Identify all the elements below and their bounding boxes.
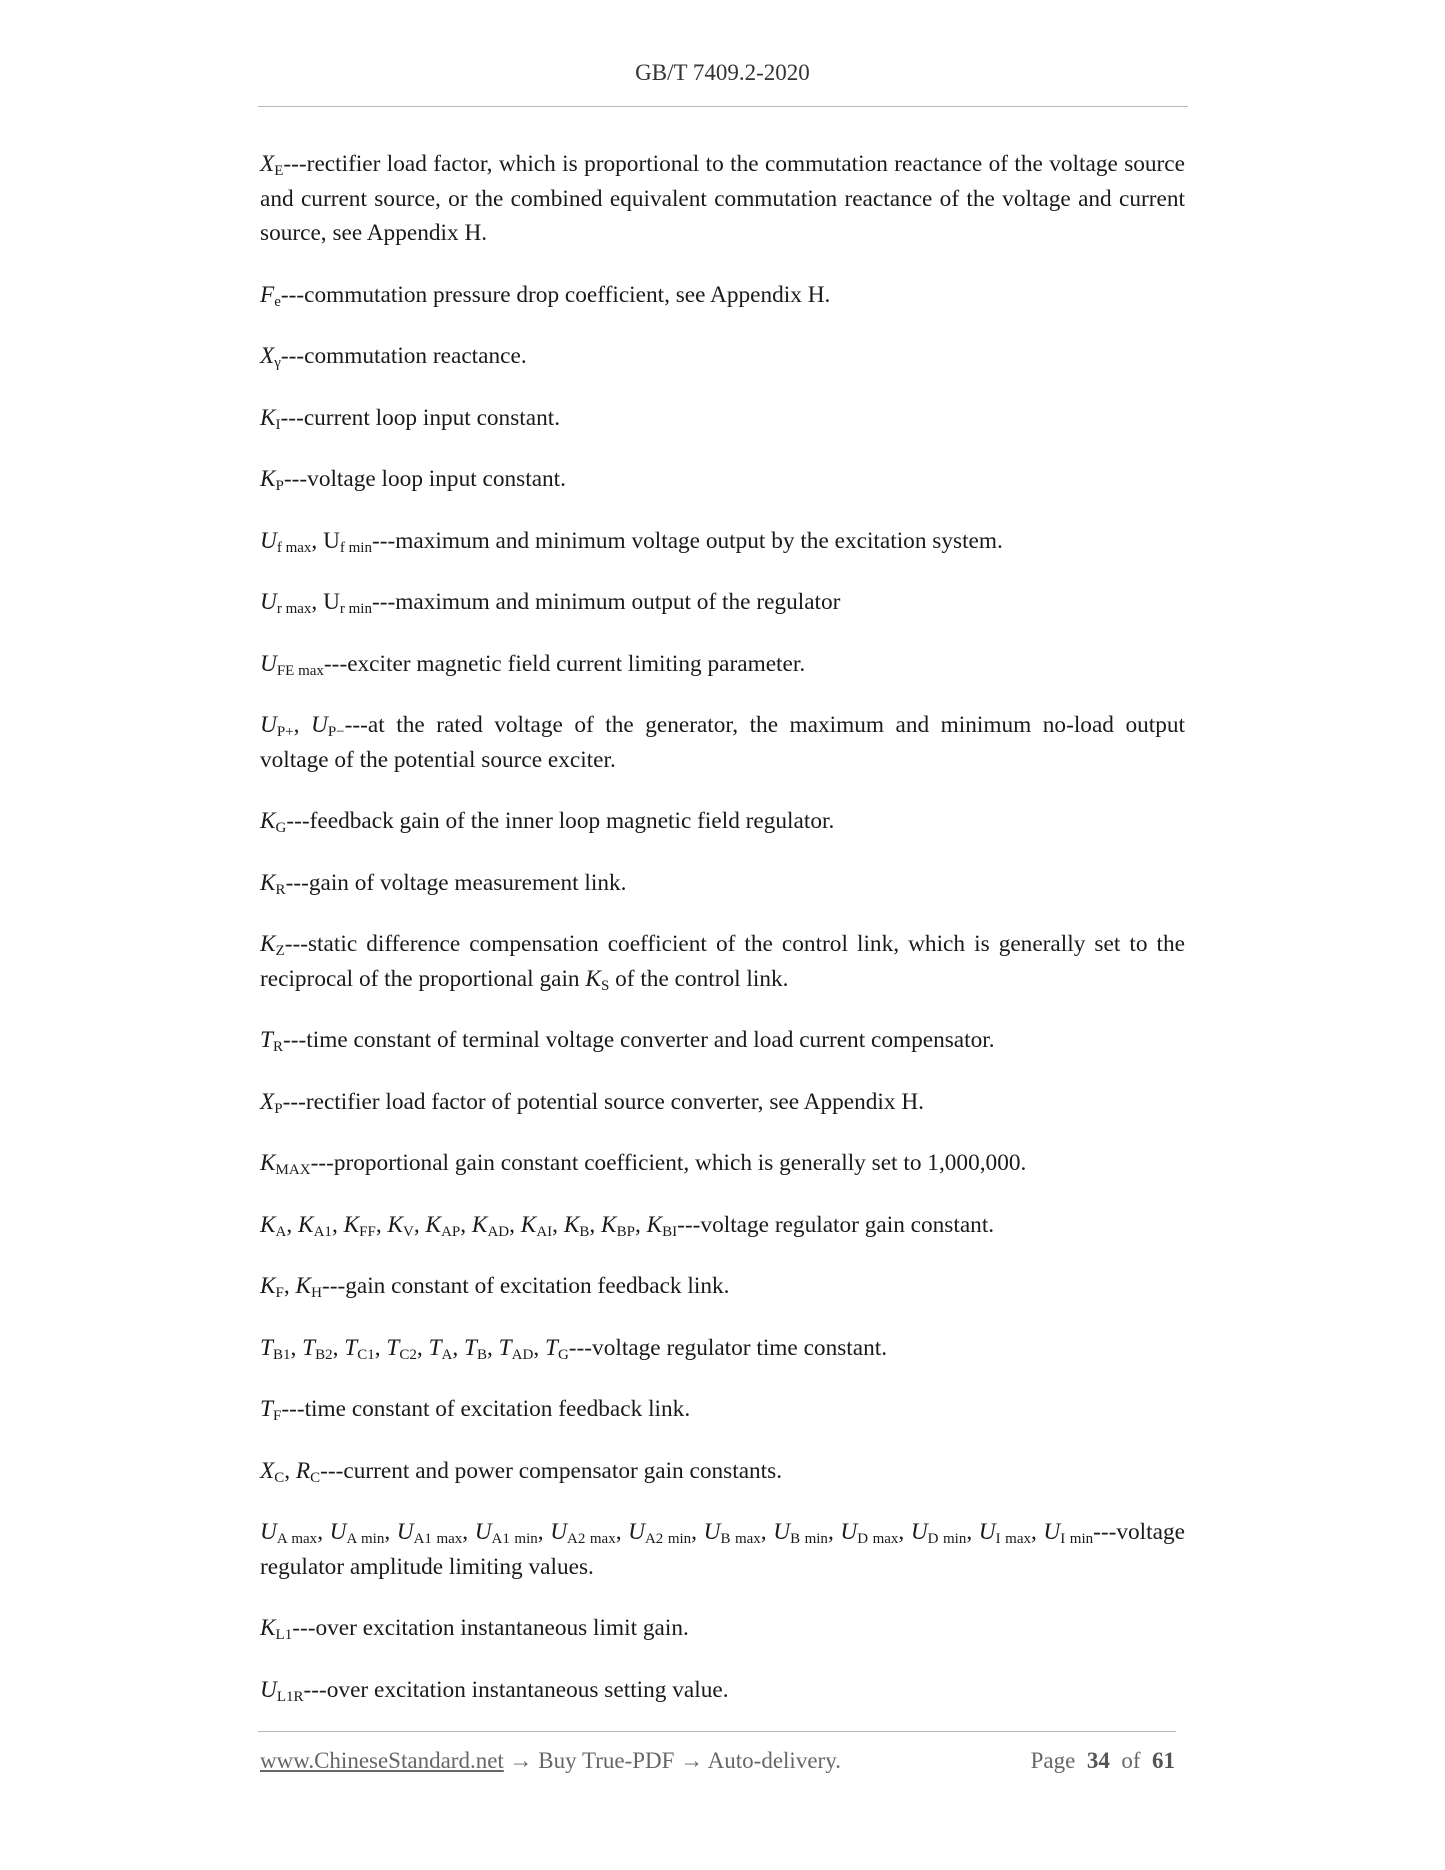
definition-item: [260, 804, 1185, 839]
symbol-base: X: [260, 1088, 275, 1115]
symbol-base: U: [703, 1519, 721, 1545]
symbol-subscript: AP: [441, 1223, 461, 1240]
symbol: [260, 151, 283, 177]
definition-text: ---time constant of excitation feedback link.: [281, 1396, 691, 1422]
symbol-base: X: [260, 1457, 275, 1484]
definition-item: $U_{r max}$, $U_{r min}--$-maximum and minimum output of the regulator: [260, 589, 841, 617]
definition-text: ---gain constant of excitation feedback link.: [321, 1273, 730, 1299]
definition-text: ---voltage regulator gain constant.: [677, 1211, 995, 1238]
definition-item: [260, 1611, 1185, 1646]
symbol: [260, 1089, 283, 1115]
symbol: [296, 1458, 320, 1484]
symbol-base: K: [646, 1211, 663, 1238]
definition-item: $T_{B1}$, $T_{B2}$, $T_{C1}$, $T_{C2}$, $T_A$, $T_B$, $T_{AD}$, $T_G--$-voltage regulator time constant.: [260, 1334, 888, 1363]
symbol-base: U: [260, 1519, 277, 1545]
symbol-base: K: [260, 1273, 276, 1299]
definition-item: [260, 1023, 1185, 1058]
symbol-subscript: P: [275, 478, 284, 494]
symbol-subscript: BI: [662, 1223, 678, 1240]
definition-text: ---maximum and minimum output of the regulator: [371, 589, 841, 615]
definition-item: $U_{P+}$, $U_{P-}---at$ the rated voltage of the generator, the maximum and minimum no-load output voltage of the potential source exciter.: [260, 712, 1185, 773]
symbol-subscript: γ: [274, 355, 281, 371]
symbol-base: U: [840, 1519, 858, 1545]
symbol-subscript: I max: [995, 1531, 1031, 1547]
symbol-subscript: A2 min: [644, 1531, 692, 1547]
symbol-base: T: [386, 1334, 400, 1361]
auto-delivery-text: Auto-delivery.: [707, 1748, 841, 1773]
symbol-base: U: [396, 1519, 414, 1545]
symbol: [521, 1212, 552, 1238]
definition-text: ---over excitation instantaneous setting value.: [303, 1676, 729, 1703]
symbol-base: K: [387, 1211, 404, 1238]
page-number: 34: [1086, 1748, 1110, 1773]
symbol: [260, 1519, 317, 1545]
symbol: [260, 1027, 283, 1053]
symbol: [260, 712, 294, 738]
symbol-base: U: [260, 712, 277, 738]
symbol: [260, 870, 286, 896]
symbol-subscript: P+: [276, 724, 294, 740]
symbol-subscript: F: [275, 1285, 284, 1301]
footer-divider: [258, 1731, 1176, 1732]
definition-text: ---voltage regulator time constant.: [568, 1334, 888, 1361]
symbol-base: T: [260, 1334, 273, 1361]
symbol-base: U: [329, 1519, 347, 1545]
symbol: [550, 1519, 616, 1545]
symbol: [585, 966, 609, 992]
symbol: [260, 1396, 281, 1422]
symbol: [475, 1519, 538, 1545]
symbol-subscript: B2: [315, 1346, 333, 1363]
definition-text: ---current and power compensator gain constants.: [320, 1457, 783, 1484]
definition-item: [260, 1146, 1185, 1181]
symbol: [601, 1212, 635, 1238]
symbol: [628, 1519, 691, 1545]
symbol: [344, 1335, 374, 1361]
symbol-subscript: P−: [327, 724, 345, 740]
symbol: [499, 1335, 534, 1361]
symbol-base: K: [601, 1211, 617, 1238]
symbol-subscript: L1R: [276, 1688, 304, 1705]
definition-text: ---current loop input constant.: [280, 404, 561, 431]
symbol-subscript: FE max: [276, 662, 324, 679]
symbol: [260, 651, 324, 677]
symbol-base: T: [544, 1334, 558, 1361]
definition-text: ---commutation reactance.: [280, 343, 527, 369]
definition-item: [260, 1392, 1185, 1427]
symbol: [260, 405, 281, 431]
symbol-subscript: AD: [487, 1223, 510, 1240]
symbol: [647, 1212, 678, 1238]
definition-item: [260, 462, 1185, 497]
symbol-subscript: f max: [276, 539, 312, 556]
symbol: [429, 1335, 453, 1361]
symbol-subscript: I min: [1060, 1531, 1094, 1547]
symbol: [387, 1212, 413, 1238]
symbol-subscript: C1: [357, 1346, 375, 1363]
symbol-base: K: [425, 1211, 442, 1238]
symbol-base: U: [910, 1519, 928, 1545]
symbol-subscript: A: [441, 1346, 453, 1363]
site-link[interactable]: www.ChineseStandard.net: [260, 1748, 504, 1773]
definition-text: ---time constant of terminal voltage converter and load current compensator.: [282, 1027, 995, 1053]
symbol-subscript: f min: [339, 539, 372, 556]
symbol-subscript: I: [275, 416, 281, 433]
symbol-subscript: A: [275, 1223, 287, 1240]
symbol-subscript: A max: [276, 1531, 318, 1547]
symbol-subscript: C: [274, 1469, 285, 1486]
symbol-subscript: P: [274, 1100, 283, 1117]
symbol: [426, 1212, 461, 1238]
symbol-subscript: D min: [927, 1531, 967, 1547]
symbol: [545, 1335, 569, 1361]
symbol: [386, 1335, 416, 1361]
symbol-base: U: [260, 650, 277, 677]
symbol-base: U: [474, 1519, 492, 1545]
symbol-subscript: E: [274, 163, 284, 179]
symbol: [311, 712, 345, 738]
symbol-base: U: [260, 589, 277, 615]
symbol-subscript: AI: [536, 1223, 553, 1240]
symbol-subscript: L1: [275, 1627, 293, 1643]
definitions-list: [260, 147, 1185, 1734]
symbol-base: F: [260, 281, 275, 308]
symbol-subscript: G: [557, 1346, 569, 1363]
symbol: [472, 1212, 509, 1238]
definition-text: ---rectifier load factor, which is proportional to the commutation reactance of the voltage source and current source, or the combined equivalent commutation reactance of the voltage and current source, see Appendix H.: [260, 151, 1185, 246]
definition-item: [260, 278, 1185, 313]
symbol-subscript: r max: [276, 601, 312, 617]
definition-text: ---over excitation instantaneous limit gain.: [292, 1615, 689, 1641]
symbol: [704, 1519, 761, 1545]
symbol-base: K: [260, 1615, 276, 1641]
symbol-base: K: [260, 808, 276, 834]
symbol-base: T: [464, 1334, 477, 1361]
definition-text: ---gain of voltage measurement link.: [285, 869, 627, 896]
definition-item: [260, 401, 1185, 436]
symbol: [260, 1335, 290, 1361]
symbol: [323, 589, 372, 615]
definition-text: ---voltage loop input constant.: [283, 466, 566, 492]
symbol-base: U: [260, 527, 277, 554]
symbol-subscript: B min: [790, 1531, 828, 1547]
definition-text: ---maximum and minimum voltage output by the excitation system.: [371, 527, 1003, 554]
symbol-subscript: BP: [616, 1223, 635, 1240]
symbol: [260, 1150, 311, 1176]
symbol-base: U: [323, 527, 340, 554]
header-divider: [258, 106, 1188, 107]
symbol-base: U: [550, 1519, 568, 1545]
symbol-subscript: S: [600, 977, 610, 994]
symbol-subscript: D max: [857, 1531, 899, 1547]
symbol-base: K: [520, 1211, 537, 1238]
symbol: [260, 1212, 286, 1238]
symbol-subscript: AD: [511, 1346, 534, 1363]
symbol-base: K: [260, 869, 276, 896]
symbol-subscript: H: [311, 1285, 322, 1301]
definition-text: ---exciter magnetic field current limiting parameter.: [323, 650, 806, 677]
symbol-base: K: [260, 1150, 276, 1176]
symbol-subscript: MAX: [275, 1162, 311, 1178]
definition-item: [260, 927, 1185, 996]
symbol: [260, 1615, 292, 1641]
symbol-subscript: B: [477, 1346, 488, 1363]
symbol-base: K: [260, 404, 276, 431]
buy-pdf-link[interactable]: Buy True-PDF: [538, 1748, 675, 1773]
symbol-base: X: [260, 343, 275, 369]
document-header: GB/T 7409.2-2020: [635, 60, 810, 85]
symbol-base: R: [295, 1457, 311, 1484]
definition-item: $U_{A max}$, $U_{A min}$, $U_{A1 max}$, $U_{A1 min}$, $U_{A2 max}$, $U_{A2 min}$, $U_{B max}$, $U_{B min}$, $U_{D max}$, $U_{D min}$, $U_{I max}$, $U_{I min}--$-voltage regulator amplitude limiting values.: [260, 1519, 1185, 1580]
definition-item: $X_C$, $R_C--$-current and power compensator gain constants.: [260, 1457, 783, 1486]
symbol-subscript: R: [275, 881, 286, 898]
definition-item: [260, 866, 1185, 901]
symbol-base: U: [978, 1519, 996, 1545]
symbol: [260, 528, 311, 554]
symbol-subscript: Z: [275, 943, 285, 959]
definition-text-tail: of the control link.: [609, 965, 789, 992]
arrow-icon: →: [674, 1748, 708, 1773]
page-total: 61: [1152, 1748, 1175, 1773]
symbol-base: K: [585, 965, 601, 992]
symbol: [260, 1677, 304, 1703]
symbol: [296, 1273, 322, 1299]
symbol: [840, 1519, 898, 1545]
symbol: [397, 1519, 463, 1545]
symbol-subscript: r min: [339, 601, 372, 617]
symbol-subscript: A1 max: [413, 1531, 463, 1547]
definition-text: ---static difference compensation coefficient of the control link, which is generally set to the reciprocal of the proportional gain: [260, 931, 1185, 992]
symbol-subscript: B1: [272, 1346, 291, 1363]
definition-text: ---voltage regulator amplitude limiting values.: [260, 1519, 1185, 1580]
definition-item: $K_A$, $K_{A1}$, $K_{FF}$, $K_V$, $K_{AP}$, $K_{AD}$, $K_{AI}$, $K_B$, $K_{BP}$, $K_{BI}--$-voltage regulator gain constant.: [260, 1211, 995, 1240]
definition-item: [260, 1673, 1185, 1708]
symbol: [344, 1212, 376, 1238]
page-indicator: [1031, 1748, 1175, 1774]
symbol-subscript: G: [275, 820, 287, 836]
symbol-base: K: [295, 1273, 312, 1299]
symbol: [773, 1519, 828, 1545]
symbol-subscript: A1: [313, 1223, 332, 1240]
symbol: [260, 282, 281, 308]
symbol: [260, 808, 286, 834]
symbol-subscript: F: [272, 1408, 282, 1424]
symbol-base: T: [260, 1027, 273, 1053]
definition-item: $U_{f max}$, $U_{f min}--$-maximum and minimum voltage output by the excitation system.: [260, 527, 1003, 556]
of-label: of: [1121, 1748, 1141, 1773]
symbol-base: K: [343, 1211, 360, 1238]
definition-text: ---rectifier load factor of potential source converter, see Appendix H.: [282, 1088, 924, 1115]
symbol-base: U: [323, 589, 340, 615]
symbol: [323, 528, 372, 554]
definition-text: ---at the rated voltage of the generator, the maximum and minimum no-load output voltage of the potential source exciter.: [260, 712, 1185, 773]
symbol-subscript: V: [403, 1223, 414, 1240]
symbol: [260, 466, 284, 492]
symbol: [330, 1519, 385, 1545]
symbol: [911, 1519, 967, 1545]
symbol: [260, 1273, 284, 1299]
symbol-base: U: [260, 1676, 277, 1703]
definition-item: $K_F$, $K_H--$-gain constant of excitation feedback link.: [260, 1273, 730, 1301]
symbol: [302, 1335, 332, 1361]
symbol-base: K: [563, 1211, 580, 1238]
symbol-base: K: [260, 1211, 276, 1238]
footer-links: [260, 1748, 841, 1774]
symbol-subscript: e: [274, 293, 281, 310]
symbol-base: U: [773, 1519, 791, 1545]
symbol-subscript: A min: [346, 1531, 385, 1547]
symbol: [260, 589, 311, 615]
symbol-subscript: A1 min: [491, 1531, 538, 1547]
symbol: [260, 931, 285, 957]
symbol: [260, 1458, 284, 1484]
symbol-base: T: [428, 1334, 442, 1361]
symbol-base: T: [302, 1334, 316, 1361]
page-footer: [260, 1748, 1175, 1778]
symbol: [979, 1519, 1031, 1545]
symbol-base: U: [310, 712, 328, 738]
symbol: [464, 1335, 487, 1361]
symbol-base: X: [260, 151, 275, 177]
definition-text: ---commutation pressure drop coefficient, see Appendix H.: [280, 281, 831, 308]
symbol-base: T: [344, 1334, 358, 1361]
symbol-subscript: R: [272, 1039, 283, 1055]
symbol-subscript: C: [310, 1469, 321, 1486]
symbol-base: T: [498, 1334, 512, 1361]
definition-item: [260, 147, 1185, 251]
symbol-base: U: [628, 1519, 645, 1545]
definition-item: [260, 647, 1185, 682]
definition-text: ---proportional gain constant coefficient, which is generally set to 1,000,000.: [310, 1150, 1027, 1176]
symbol-subscript: FF: [359, 1223, 376, 1240]
definition-item: [260, 339, 1185, 374]
symbol: [260, 343, 281, 369]
definition-text: ---feedback gain of the inner loop magnetic field regulator.: [286, 808, 835, 834]
symbol-subscript: A2 max: [567, 1531, 616, 1547]
symbol-base: K: [298, 1211, 314, 1238]
symbol-subscript: B max: [720, 1531, 761, 1547]
symbol-base: K: [471, 1211, 488, 1238]
symbol-base: K: [260, 466, 276, 492]
page-label: Page: [1030, 1748, 1076, 1773]
symbol-subscript: B: [579, 1223, 590, 1240]
symbol-base: U: [1043, 1519, 1061, 1545]
symbol-subscript: C2: [399, 1346, 417, 1363]
symbol: [564, 1212, 590, 1238]
arrow-icon: →: [503, 1748, 539, 1773]
definition-item: [260, 1085, 1185, 1120]
symbol: [298, 1212, 332, 1238]
symbol: [1043, 1519, 1093, 1545]
symbol-base: K: [260, 931, 276, 957]
symbol-base: T: [260, 1396, 273, 1422]
